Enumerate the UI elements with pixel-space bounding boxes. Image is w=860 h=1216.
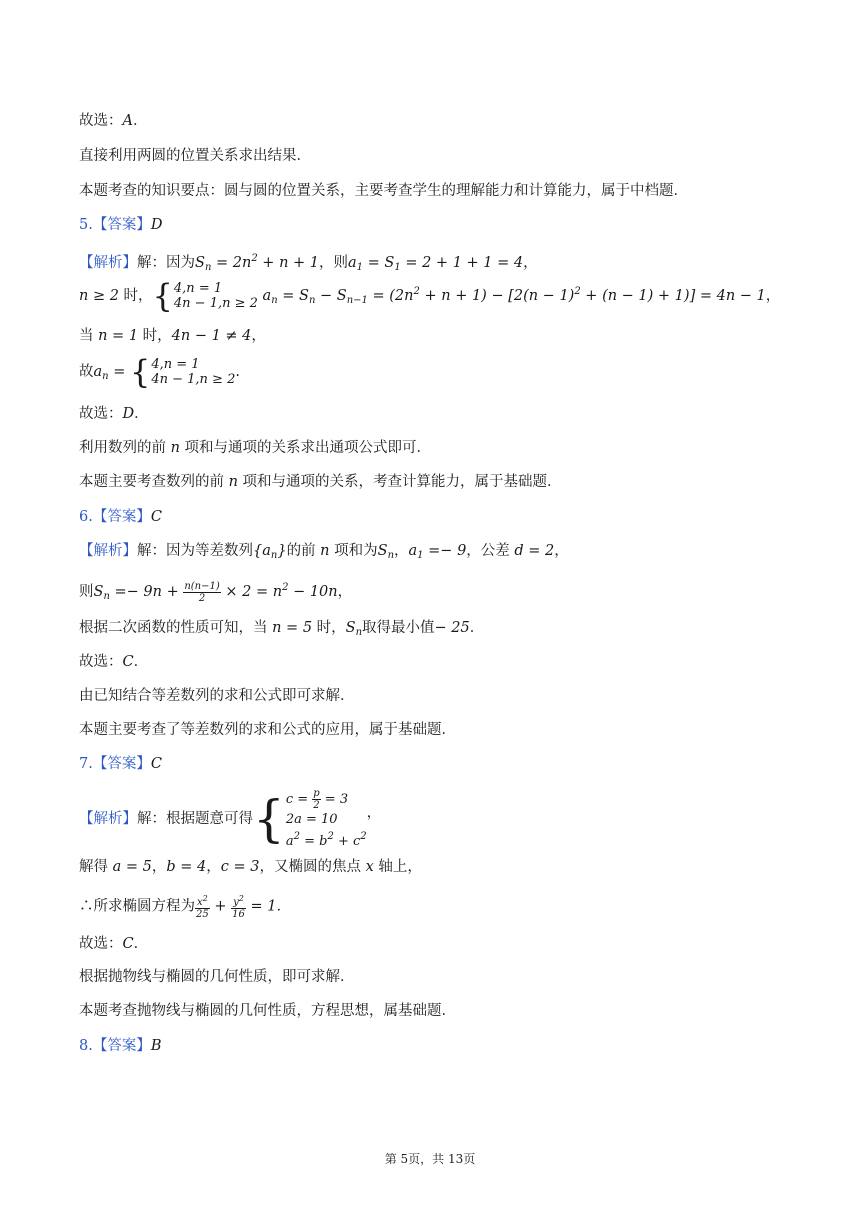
q7-choice-line: 故选：C． xyxy=(79,936,149,952)
q6-analysis-line2: 则$S_n =- 9n$ + $\frac{n(n-1)}{2}$ × $2 = n^2 - 10n$， xyxy=(79,580,353,604)
q6-analysis-line3: 根据二次函数的性质可知，当 n = 5 时，$S_n$取得最小值− 25． xyxy=(79,620,485,638)
q5-analysis-line1: 【解析】解：因为$S_n = 2n^2 + n + 1$，则$a_1 = S_1 = 2 + 1 + 1 = 4$， xyxy=(79,253,538,273)
q7-summary-line: 本题考查抛物线与椭圆的几何性质，方程思想，属基础题． xyxy=(79,1003,456,1019)
q5-method-line: 利用数列的前 n 项和与通项的关系求出通项公式即可． xyxy=(79,440,432,456)
line-knowledge-point: 本题考查的知识要点：圆与圆的位置关系，主要考查学生的理解能力和计算能力，属于中档题． xyxy=(79,183,688,199)
q5-choice-line: 故选：D． xyxy=(79,406,149,422)
q5-summary-line: 本题主要考查数列的前 n 项和与通项的关系，考查计算能力，属于基础题． xyxy=(79,474,562,490)
q7-analysis-line2: 解得 a = 5，b = 4，c = 3，又椭圆的焦点 x 轴上， xyxy=(79,859,422,875)
q8-answer-line: 8.【答案】B xyxy=(79,1038,162,1054)
q7-method-line: 根据抛物线与椭圆的几何性质，即可求解． xyxy=(79,969,355,985)
q5-analysis-line4: 故$a_n$ = { 4,n = 1 4n − 1,n ≥ 2 . xyxy=(79,353,240,391)
q7-answer-line: 7.【答案】C xyxy=(79,756,162,772)
q5-analysis-line2: n ≥ 2 时，{ 4,n = 1 4n − 1,n ≥ 2 $a_n = S_n - S_{n-1} = (2n^2 + n + 1) - [2(n - 1)^2 + (n - 1) + 1)] = 4n - 1$， xyxy=(79,277,781,315)
q7-analysis-line1: 【解析】解：根据题意可得{ c = $\frac{p}{2}$ = 3 2a = 10 $a^2 = b^2 + c^2$ ， xyxy=(79,788,382,849)
q6-analysis-line1: 【解析】解：因为等差数列$\{a_n\}$的前 n 项和为$S_n$，$a_1 =- 9$，公差 d = 2， xyxy=(79,543,569,561)
q6-choice-line: 故选：C． xyxy=(79,654,149,670)
q6-summary-line: 本题主要考查了等差数列的求和公式的应用，属于基础题． xyxy=(79,722,456,738)
q6-answer-line: 6.【答案】C xyxy=(79,509,162,525)
q5-answer-line: 5.【答案】D xyxy=(79,217,163,233)
line-choice-a: 故选：A． xyxy=(79,113,148,129)
line-direct-use: 直接利用两圆的位置关系求出结果． xyxy=(79,148,311,164)
q7-analysis-line3: ∴所求椭圆方程为 $\frac{x^2}{25}$ + $\frac{y^2}{16}$ = 1． xyxy=(79,894,291,920)
page-footer: 第 5页，共 13页 xyxy=(384,1152,476,1166)
q5-analysis-line3: 当 n = 1 时，4n − 1 ≠ 4， xyxy=(79,328,266,344)
q6-method-line: 由已知结合等差数列的求和公式即可求解． xyxy=(79,688,355,704)
